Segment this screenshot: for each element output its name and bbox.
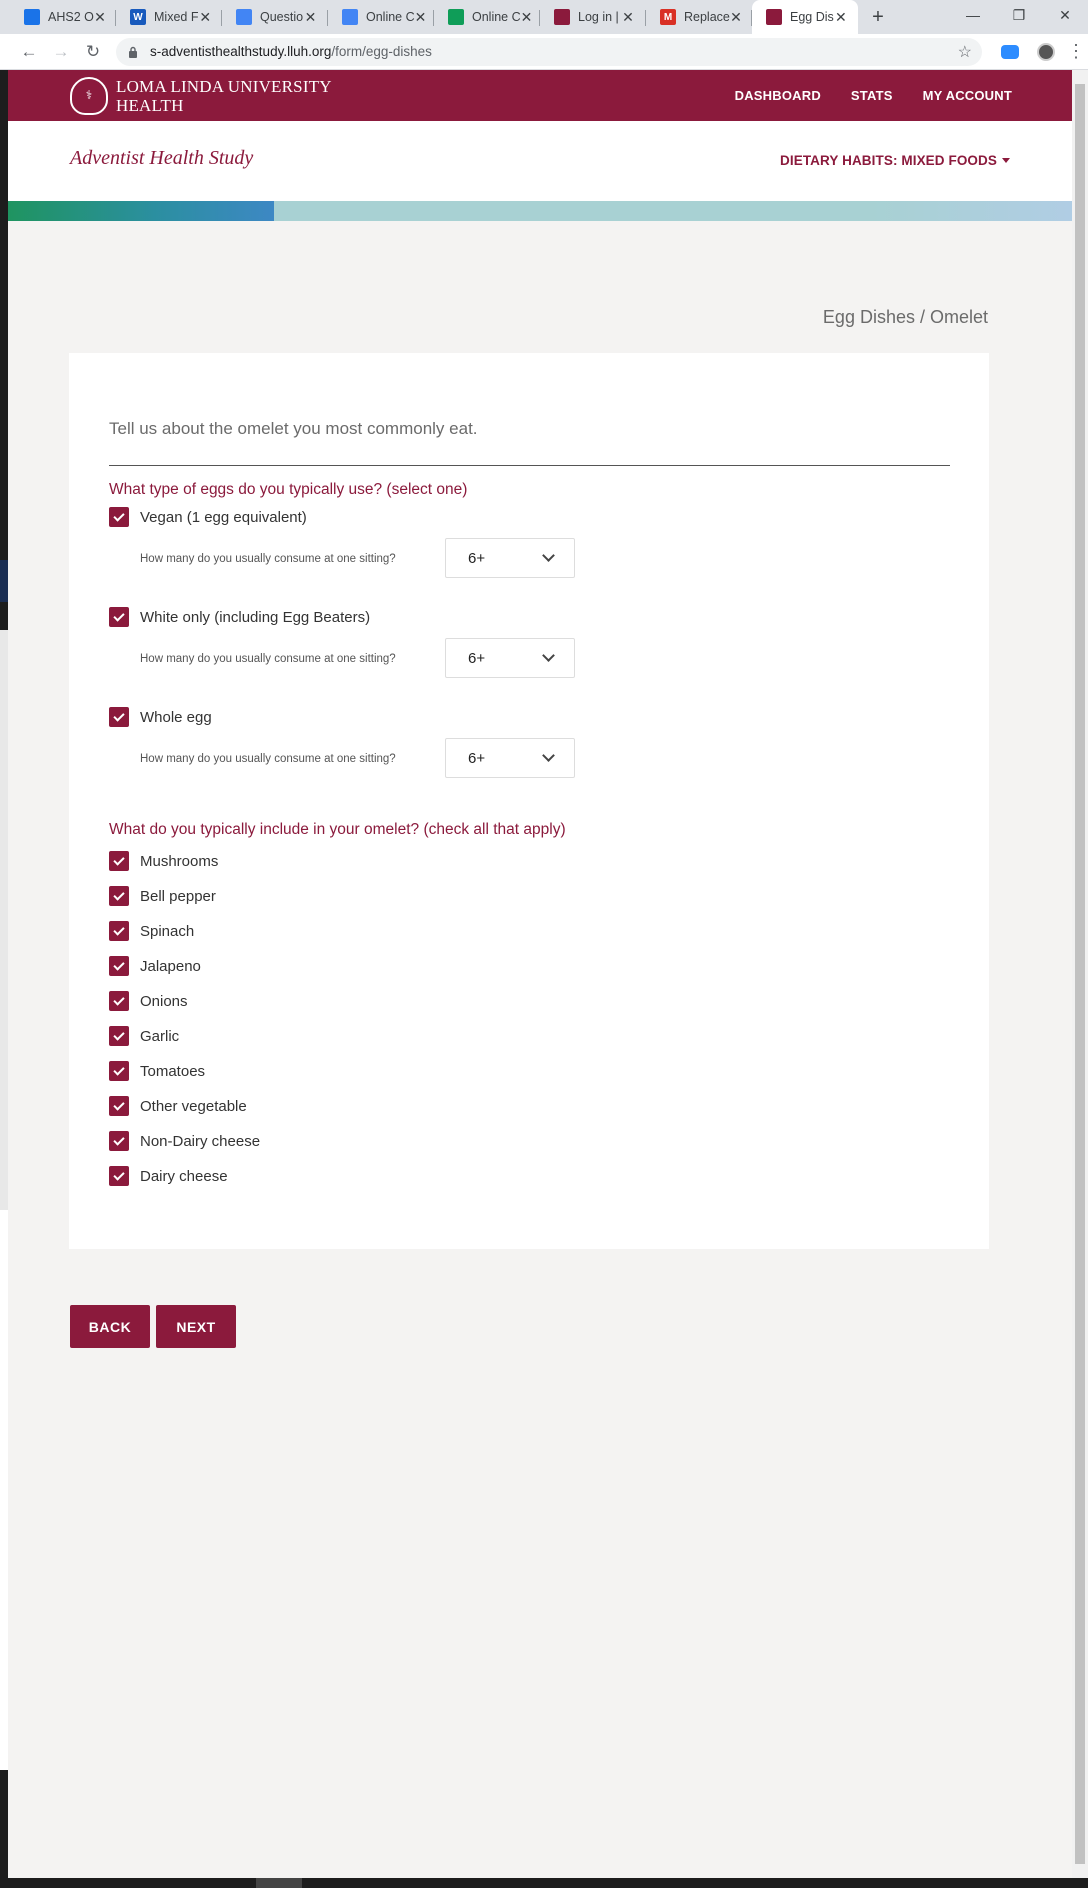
close-tab-icon[interactable]: ✕ [304,8,317,25]
minimize-icon[interactable]: — [966,7,980,23]
cloud-icon [24,9,40,25]
browser-tab[interactable] [10,0,116,34]
zoom-extension-icon[interactable] [992,37,1028,67]
checkbox-checked-icon[interactable] [109,956,129,976]
checkbox-checked-icon[interactable] [109,991,129,1011]
checkbox-checked-icon[interactable] [109,921,129,941]
intro-text: Tell us about the omelet you most commonly eat. [109,419,478,438]
chevron-down-icon [542,649,555,662]
close-tab-icon[interactable]: ✕ [414,8,427,25]
tab-title: Mixed F [154,10,199,24]
url-path: /form/egg-dishes [331,44,432,59]
ingredient-option[interactable] [109,886,216,906]
sheets-icon [448,9,464,25]
ingredient-label: Spinach [140,922,195,940]
chevron-down-icon [542,549,555,562]
checkbox-checked-icon[interactable] [109,851,129,871]
ingredient-option[interactable] [109,1131,260,1151]
ingredient-label: Dairy cheese [140,1167,228,1185]
chevron-down-icon [542,749,555,762]
restore-icon[interactable]: ❐ [1012,6,1026,23]
tab-title: Questio [260,10,304,24]
egg-type-option[interactable]: Whole egg [109,707,212,727]
ingredient-label: Tomatoes [140,1062,206,1080]
browser-tab[interactable] [646,0,752,34]
ingredient-option[interactable] [109,1061,205,1081]
tab-title: Egg Dis [790,10,834,24]
followup-label: How many do you usually consume at one sitting? [140,653,396,665]
tab-title: Online C [472,10,521,24]
tab-title: Replace [684,10,730,24]
lock-icon [126,46,140,58]
browser-tab[interactable] [222,0,328,34]
new-tab-button[interactable]: + [872,5,884,28]
browser-toolbar [0,34,1088,70]
close-tab-icon[interactable]: ✕ [520,8,533,25]
word-icon: W [130,9,146,25]
egg-type-option[interactable]: Vegan (1 egg equivalent) [109,507,307,527]
quantity-select[interactable]: 6+ [445,538,575,578]
close-tab-icon[interactable]: ✕ [94,8,106,25]
page-scrollbar[interactable] [1072,70,1088,1878]
checkbox-checked-icon[interactable] [109,507,129,527]
ingredient-option[interactable] [109,851,218,871]
bookmark-star-icon[interactable]: ☆ [957,43,972,61]
forward-arrow-icon[interactable]: → [52,41,70,61]
site-header [8,70,1072,121]
question-egg-type: What type of eggs do you typically use? (select one) [109,481,468,498]
browser-tab[interactable] [540,0,646,34]
followup-label: How many do you usually consume at one sitting? [140,753,396,765]
ingredient-label: Garlic [140,1027,180,1045]
ingredient-option[interactable] [109,956,201,976]
progress-fill [8,201,274,221]
ingredient-label: Other vegetable [140,1097,247,1115]
close-tab-icon[interactable]: ✕ [199,8,212,25]
checkbox-checked-icon[interactable] [109,1131,129,1151]
checkbox-checked-icon[interactable] [109,1061,129,1081]
ingredient-label: Non-Dairy cheese [140,1132,261,1150]
ingredient-option[interactable] [109,991,188,1011]
checkbox-checked-icon[interactable] [109,1166,129,1186]
ingredient-label: Bell pepper [140,887,216,905]
university-logo-text[interactable]: LOMA LINDA UNIVERSITY HEALTH [116,76,332,115]
nav-dashboard[interactable]: DASHBOARD [734,88,821,103]
browser-menu-icon[interactable]: ⋮ [1067,41,1085,61]
ingredient-option[interactable] [109,921,194,941]
tab-title: AHS2 O [48,10,94,24]
close-tab-icon[interactable]: ✕ [622,8,634,25]
docs-icon [342,9,358,25]
next-button[interactable]: NEXT [156,1305,236,1348]
lluh-icon [554,9,570,25]
checkbox-checked-icon[interactable] [109,607,129,627]
ingredient-label: Onions [140,992,188,1010]
ingredient-label: Mushrooms [140,852,219,870]
quantity-select[interactable]: 6+ [445,738,575,778]
checkbox-checked-icon[interactable] [109,886,129,906]
ingredient-option[interactable] [109,1096,247,1116]
close-tab-icon[interactable]: ✕ [730,8,742,25]
egg-type-option[interactable]: White only (including Egg Beaters) [109,607,370,627]
quantity-select[interactable]: 6+ [445,638,575,678]
scrollbar-thumb[interactable] [1075,84,1085,1864]
question-card [69,353,989,1249]
browser-tab[interactable] [752,0,858,34]
close-tab-icon[interactable]: ✕ [835,8,847,25]
reload-icon[interactable]: ↻ [85,41,101,61]
page-breadcrumb: Egg Dishes / Omelet [822,307,988,327]
nav-stats[interactable]: STATS [850,88,893,103]
university-seal-icon[interactable]: ⚕ [70,77,108,115]
divider [109,465,950,466]
url-host: s-adventisthealthstudy.lluh.org [150,44,332,59]
nav-my-account[interactable]: MY ACCOUNT [922,88,1012,103]
page-viewport [8,70,1072,1878]
lluh-icon [766,9,782,25]
tab-title: Online C [366,10,415,24]
caret-down-icon [1002,158,1010,163]
survey-progress-bar [8,201,1072,221]
browser-tab[interactable] [434,0,540,34]
study-name[interactable]: Adventist Health Study [70,146,254,169]
back-arrow-icon[interactable]: ← [20,41,38,61]
browser-tab[interactable] [116,0,222,34]
section-dropdown[interactable]: DIETARY HABITS: MIXED FOODS [780,153,1010,168]
tab-title: Log in | [578,10,619,24]
gmail-icon: M [660,9,676,25]
browser-tab[interactable] [328,0,434,34]
top-nav [735,88,1012,103]
browser-tab-strip [0,0,1088,34]
window-controls [950,0,1088,30]
ingredient-label: Jalapeno [140,957,201,975]
desktop-edge [0,70,8,1888]
taskbar-edge [0,1878,1088,1888]
profile-avatar[interactable] [1028,37,1064,67]
followup-label: How many do you usually consume at one sitting? [140,553,396,565]
question-omelet-fillings: What do you typically include in your omelet? (check all that apply) [109,821,566,838]
study-bar [8,121,1072,201]
docs-icon [236,9,252,25]
ingredient-option[interactable] [109,1166,228,1186]
ingredient-option[interactable] [109,1026,179,1046]
checkbox-checked-icon[interactable] [109,707,129,727]
address-bar[interactable] [116,38,982,66]
close-window-icon[interactable]: ✕ [1059,6,1071,23]
checkbox-checked-icon[interactable] [109,1096,129,1116]
checkbox-checked-icon[interactable] [109,1026,129,1046]
back-button[interactable]: BACK [70,1305,150,1348]
